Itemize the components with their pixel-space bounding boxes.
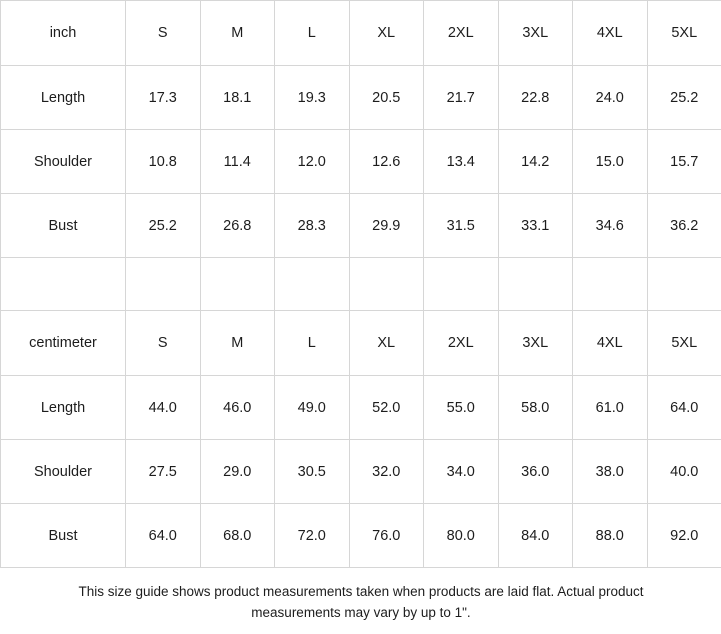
cm-row-label-length: Length: [1, 376, 126, 440]
cm-size-header-4xl: 4XL: [573, 311, 648, 376]
spacer-cell: [573, 258, 648, 311]
cm-bust-s: 64.0: [126, 504, 201, 568]
inch-shoulder-m: 11.4: [200, 130, 275, 194]
inch-row-label-length: Length: [1, 66, 126, 130]
cm-shoulder-l: 30.5: [275, 440, 350, 504]
inch-shoulder-3xl: 14.2: [498, 130, 573, 194]
spacer-cell: [126, 258, 201, 311]
inch-bust-4xl: 34.6: [573, 194, 648, 258]
centimeter-header-row: [1, 311, 721, 376]
inch-bust-5xl: 36.2: [647, 194, 721, 258]
cm-shoulder-4xl: 38.0: [573, 440, 648, 504]
cm-size-header-3xl: 3XL: [498, 311, 573, 376]
section-spacer-row: [1, 258, 721, 311]
cm-size-header-xl: XL: [349, 311, 424, 376]
table-row: [1, 376, 721, 440]
inch-bust-l: 28.3: [275, 194, 350, 258]
footnote-line-2: measurements may vary by up to 1".: [251, 604, 471, 620]
inch-header-row: [1, 1, 721, 66]
inch-size-header-2xl: 2XL: [424, 1, 499, 66]
cm-length-5xl: 64.0: [647, 376, 721, 440]
inch-length-l: 19.3: [275, 66, 350, 130]
cm-bust-xl: 76.0: [349, 504, 424, 568]
inch-size-header-l: L: [275, 1, 350, 66]
cm-shoulder-xl: 32.0: [349, 440, 424, 504]
spacer-cell: [424, 258, 499, 311]
cm-length-4xl: 61.0: [573, 376, 648, 440]
inch-size-header-3xl: 3XL: [498, 1, 573, 66]
cm-size-header-m: M: [200, 311, 275, 376]
cm-length-xl: 52.0: [349, 376, 424, 440]
cm-length-3xl: 58.0: [498, 376, 573, 440]
cm-size-header-2xl: 2XL: [424, 311, 499, 376]
cm-bust-l: 72.0: [275, 504, 350, 568]
inch-shoulder-l: 12.0: [275, 130, 350, 194]
inch-bust-s: 25.2: [126, 194, 201, 258]
inch-size-header-xl: XL: [349, 1, 424, 66]
inch-bust-3xl: 33.1: [498, 194, 573, 258]
cm-bust-m: 68.0: [200, 504, 275, 568]
cm-size-header-l: L: [275, 311, 350, 376]
inch-row-label-shoulder: Shoulder: [1, 130, 126, 194]
size-guide-footnote: [0, 568, 721, 634]
cm-row-label-shoulder: Shoulder: [1, 440, 126, 504]
cm-length-m: 46.0: [200, 376, 275, 440]
cm-length-2xl: 55.0: [424, 376, 499, 440]
inch-shoulder-5xl: 15.7: [647, 130, 721, 194]
inch-size-header-s: S: [126, 1, 201, 66]
inch-bust-m: 26.8: [200, 194, 275, 258]
footnote-line-1: This size guide shows product measurements taken when products are laid flat. Actual product: [78, 584, 644, 599]
inch-unit-label: inch: [1, 1, 126, 66]
inch-size-header-4xl: 4XL: [573, 1, 648, 66]
spacer-cell: [200, 258, 275, 311]
inch-length-s: 17.3: [126, 66, 201, 130]
inch-length-m: 18.1: [200, 66, 275, 130]
cm-bust-2xl: 80.0: [424, 504, 499, 568]
inch-shoulder-xl: 12.6: [349, 130, 424, 194]
centimeter-unit-label: centimeter: [1, 311, 126, 376]
inch-shoulder-s: 10.8: [126, 130, 201, 194]
cm-shoulder-5xl: 40.0: [647, 440, 721, 504]
cm-shoulder-3xl: 36.0: [498, 440, 573, 504]
cm-row-label-bust: Bust: [1, 504, 126, 568]
spacer-cell: [647, 258, 721, 311]
spacer-cell: [1, 258, 126, 311]
inch-bust-2xl: 31.5: [424, 194, 499, 258]
inch-shoulder-4xl: 15.0: [573, 130, 648, 194]
inch-length-5xl: 25.2: [647, 66, 721, 130]
cm-bust-3xl: 84.0: [498, 504, 573, 568]
spacer-cell: [498, 258, 573, 311]
table-row: [1, 194, 721, 258]
inch-length-3xl: 22.8: [498, 66, 573, 130]
table-row: [1, 66, 721, 130]
table-row: [1, 130, 721, 194]
cm-shoulder-2xl: 34.0: [424, 440, 499, 504]
inch-size-header-m: M: [200, 1, 275, 66]
cm-bust-4xl: 88.0: [573, 504, 648, 568]
inch-size-header-5xl: 5XL: [647, 1, 721, 66]
inch-length-4xl: 24.0: [573, 66, 648, 130]
inch-row-label-bust: Bust: [1, 194, 126, 258]
cm-length-l: 49.0: [275, 376, 350, 440]
cm-size-header-5xl: 5XL: [647, 311, 721, 376]
inch-length-xl: 20.5: [349, 66, 424, 130]
cm-bust-5xl: 92.0: [647, 504, 721, 568]
table-row: [1, 504, 721, 568]
inch-bust-xl: 29.9: [349, 194, 424, 258]
table-row: [1, 440, 721, 504]
cm-shoulder-s: 27.5: [126, 440, 201, 504]
spacer-cell: [349, 258, 424, 311]
cm-size-header-s: S: [126, 311, 201, 376]
inch-length-2xl: 21.7: [424, 66, 499, 130]
cm-shoulder-m: 29.0: [200, 440, 275, 504]
inch-shoulder-2xl: 13.4: [424, 130, 499, 194]
cm-length-s: 44.0: [126, 376, 201, 440]
spacer-cell: [275, 258, 350, 311]
